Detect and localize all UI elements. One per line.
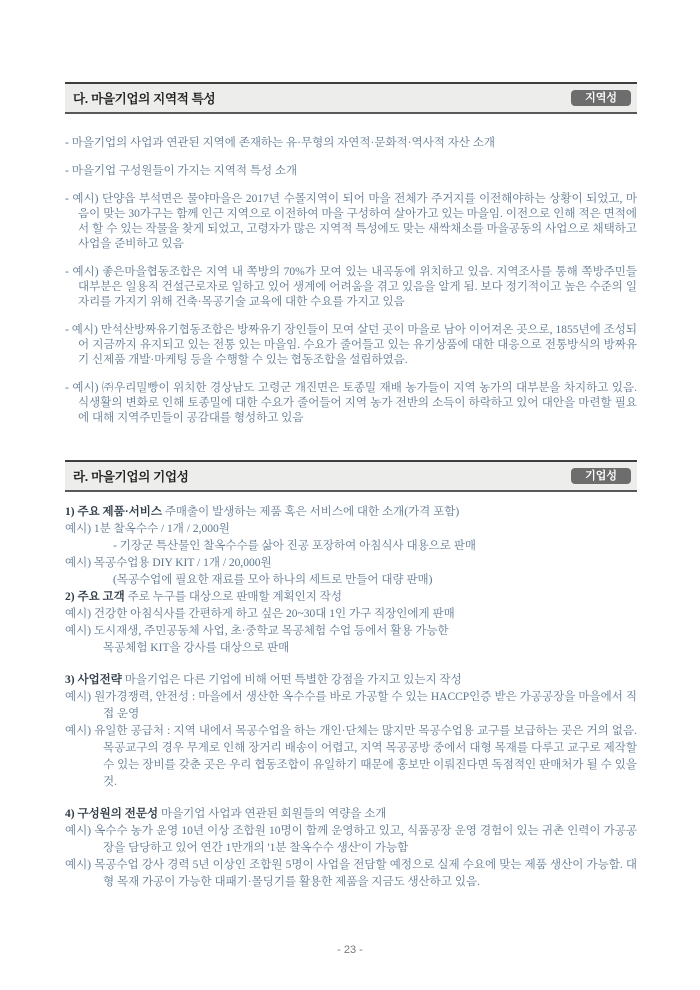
example-subline: - 기장군 특산물인 찰옥수수를 삶아 진공 포장하여 아침식사 대용으로 판매 [113, 540, 476, 552]
example-line: 예시) 원가경쟁력, 안전성 : 마을에서 생산한 옥수수를 바로 가공할 수 있는 HACCP인증 받은 가공공장을 마을에서 직접 운영 [65, 691, 637, 720]
numbered-item-1 [65, 504, 637, 589]
bullet-item: - 마을기업 구성원들이 가지는 지역적 특성 소개 [65, 165, 298, 177]
example-paragraph: - 예시) 좋은마을협동조합은 지역 내 쪽방의 70%가 모여 있는 내곡동에 위치하고 있음. 지역조사를 통해 쪽방주민들 대부분은 일용직 건설근로자로 일하고 있어 생계에 어려움을 겪고 있음을 알게 됨. 보다 정기적이고 높은 수준의 일자리를 가지기 위해 건축·목공기술 교육에 대한 수요를 가지고 있음 [65, 266, 637, 308]
locality-badge: 지역성 [571, 90, 631, 106]
numbered-item-4 [65, 806, 637, 891]
example-subline: (목공수업에 필요한 재료를 모아 하나의 세트로 만들어 대량 판매) [113, 574, 433, 586]
example-continuation: 목공체험 KIT을 강사를 대상으로 판매 [103, 642, 290, 654]
item-heading [65, 672, 637, 689]
example-paragraph: - 예시) ㈜우리밀빵이 위치한 경상남도 고령군 개진면은 토종밀 재배 농가들이 지역 농가의 대부분을 차지하고 있음. 식생활의 변화로 인해 토종밀에 대한 수요가 줄어들어 지역 농가 전반의 소득이 하락하고 있어 대안을 마련할 필요에 대해 지역주민들이 공감대를 형성하고 있음 [65, 382, 637, 424]
item-description: 주로 누구를 대상으로 판매할 계획인지 작성 [127, 591, 342, 603]
section-title: 다. 마을기업의 지역적 특성 [73, 92, 216, 106]
section-header-locality [65, 82, 637, 114]
item-heading [65, 806, 637, 823]
bullet-item: - 마을기업의 사업과 연관된 지역에 존재하는 유·무형의 자연적·문화적·역사적 자산 소개 [65, 137, 496, 149]
item-description: 마을기업은 다른 기업에 비해 어떤 특별한 강점을 가지고 있는지 작성 [124, 674, 462, 686]
example-paragraph: - 예시) 만석산방짜유기협동조합은 방짜유기 장인들이 모여 살던 곳이 마을로 남아 이어져온 곳으로, 1855년에 조성되어 지금까지 유지되고 있는 전통 있는 마을임. 수요가 줄어들고 있는 유기상품에 대한 대응으로 전통방식의 방짜유기 신제품 개발·마케팅 등을 수행할 수 있는 협동조합을 설립하였음. [65, 324, 637, 366]
page-content [65, 82, 637, 891]
item-heading [65, 589, 637, 606]
example-line: 예시) 도시재생, 주민공동체 사업, 초·중학교 목공체험 수업 등에서 활용 가능한 [65, 625, 449, 637]
item-heading [65, 504, 637, 521]
item-number-title: 2) 주요 고객 [65, 591, 125, 603]
section-header-enterprise [65, 460, 637, 492]
example-line: 예시) 1분 찰옥수수 / 1개 / 2,000원 [65, 523, 230, 535]
numbered-item-2 [65, 589, 637, 657]
item-number-title: 1) 주요 제품·서비스 [65, 506, 162, 518]
item-description: 마을기업 사업과 연관된 회원들의 역량을 소개 [160, 808, 387, 820]
numbered-item-3 [65, 672, 637, 791]
example-paragraph: - 예시) 단양읍 부석면은 물야마을은 2017년 수몰지역이 되어 마을 전체가 주거지를 이전해야하는 상황이 되었고, 마음이 맞는 30가구는 함께 인근 지역으로 이전하여 마을 구성하여 살아가고 있는 마을임. 이전으로 인해 적은 면적에서 할 수 있는 작물을 찾게 되었고, 고령자가 많은 지역적 특성에도 맞는 새싹채소를 마을공동의 사업으로 채택하고 사업을 준비하고 있음 [65, 193, 637, 250]
example-line: 예시) 목공수업 강사 경력 5년 이상인 조합원 5명이 사업을 전담할 예정으로 실제 수요에 맞는 제품 생산이 가능함. 대형 목재 가공이 가능한 대패기·몰딩기를 활용한 제품을 지금도 생산하고 있음. [65, 859, 637, 888]
section-title: 라. 마을기업의 기업성 [73, 470, 189, 484]
section-body-enterprise [65, 504, 637, 891]
example-line: 예시) 옥수수 농가 운영 10년 이상 조합원 10명이 함께 운영하고 있고, 식품공장 운영 경험이 있는 귀촌 인력이 가공공장을 담당하고 있어 연간 1만개의 '1분 찰옥수수 생산'이 가능함 [65, 825, 637, 854]
example-line: 예시) 유일한 공급처 : 지역 내에서 목공수업을 하는 개인·단체는 많지만 목공수업용 교구를 보급하는 곳은 거의 없음. 목공교구의 경우 무게로 인해 장거리 배송이 어렵고, 지역 목공공방 중에서 대형 목재를 다루고 교구로 제작할 수 있는 장비를 갖춘 곳은 우리 협동조합이 유일하기 때문에 홍보만 이뤄진다면 독점적인 판매처가 될 수 있을 것. [65, 725, 637, 788]
example-line: 예시) 건강한 아침식사를 간편하게 하고 싶은 20~30대 1인 가구 직장인에게 판매 [65, 608, 455, 620]
item-number-title: 4) 구성원의 전문성 [65, 808, 159, 820]
item-number-title: 3) 사업전략 [65, 674, 122, 686]
section-body-locality [65, 136, 637, 426]
example-line: 예시) 목공수업용 DIY KIT / 1개 / 20,000원 [65, 557, 272, 569]
page-number: - 23 - [337, 944, 363, 956]
enterprise-badge: 기업성 [571, 468, 631, 484]
item-description: 주매출이 발생하는 제품 혹은 서비스에 대한 소개(가격 포함) [164, 506, 460, 518]
